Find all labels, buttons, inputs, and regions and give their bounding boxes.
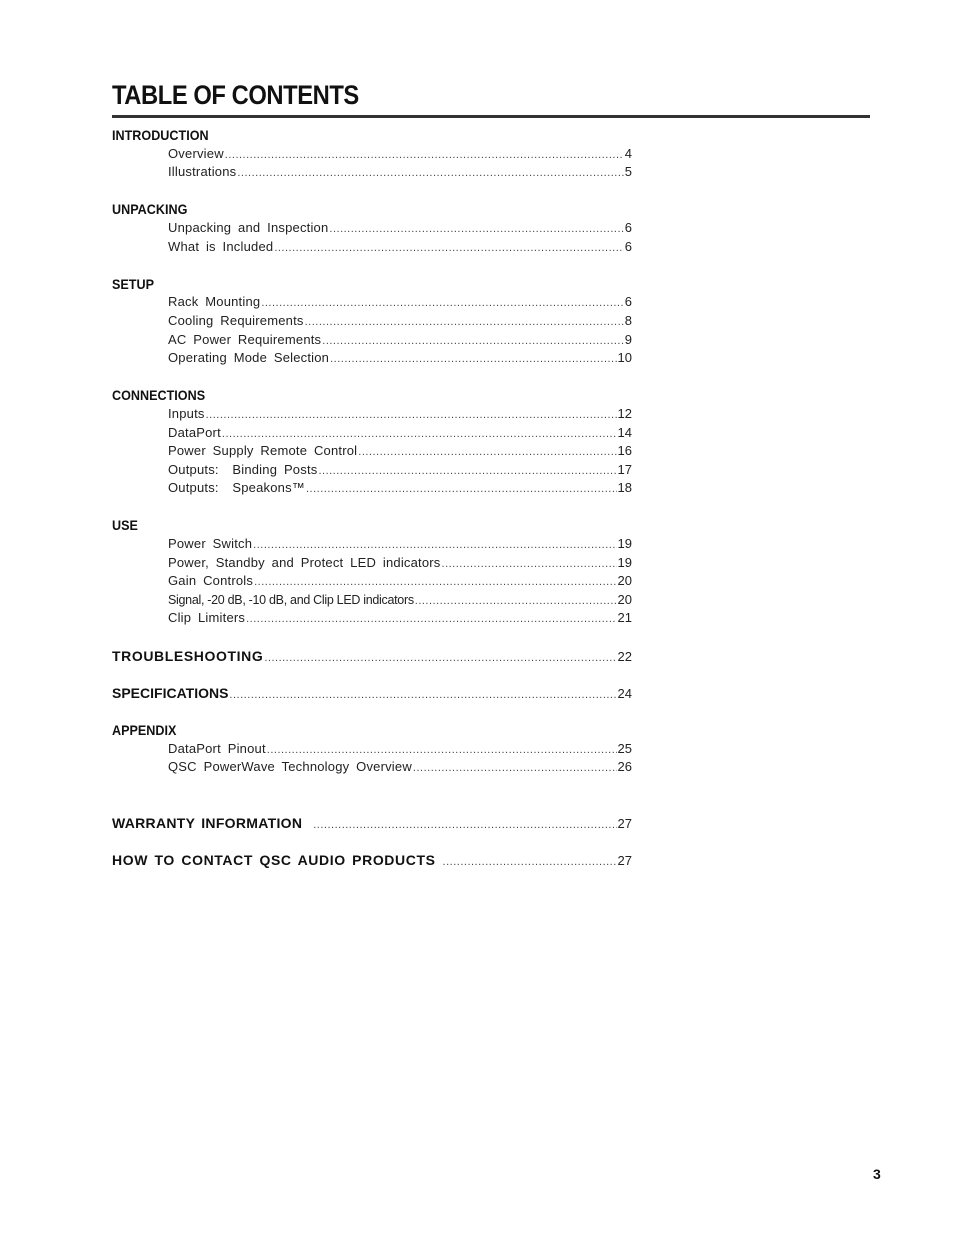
- toc-entry-powerwave-overview[interactable]: [168, 758, 632, 777]
- dot-leader: [318, 462, 616, 481]
- entry-label: HOW TO CONTACT QSC AUDIO PRODUCTS: [112, 851, 436, 868]
- entry-page: 12: [617, 405, 632, 421]
- toc-entry-speakons[interactable]: [168, 479, 632, 498]
- toc-entry-what-is-included[interactable]: [168, 238, 632, 257]
- dot-leader: [253, 536, 616, 555]
- entry-page: 26: [617, 759, 632, 775]
- entry-label: Outputs: Binding Posts: [168, 461, 318, 477]
- section-heading: UNPACKING: [112, 201, 188, 218]
- dot-leader: [225, 146, 624, 165]
- entry-page: 24: [617, 685, 632, 701]
- section-connections: [112, 386, 632, 498]
- dot-leader: [264, 649, 616, 668]
- dot-leader: [222, 425, 617, 444]
- entry-page: 8: [624, 312, 632, 328]
- entry-label: DataPort Pinout: [168, 740, 266, 756]
- entry-page: 17: [617, 461, 632, 477]
- page-title: TABLE OF CONTENTS: [112, 80, 359, 110]
- entry-label: Overview: [168, 145, 224, 161]
- entry-page: 20: [617, 573, 632, 589]
- section-heading: SETUP: [112, 275, 155, 292]
- toc-entry-contact[interactable]: [112, 851, 632, 870]
- section-unpacking: [112, 200, 632, 256]
- toc-entry-troubleshooting[interactable]: [112, 647, 632, 666]
- dot-leader: [267, 741, 617, 760]
- section-heading: USE: [112, 517, 138, 534]
- section-introduction: [112, 126, 632, 182]
- dot-leader: [330, 350, 616, 369]
- entry-page: 19: [617, 554, 632, 570]
- entry-label: Gain Controls: [168, 573, 254, 589]
- entry-label: Illustrations: [168, 164, 237, 180]
- dot-leader: [254, 573, 616, 592]
- entry-label: Signal, -20 dB, -10 dB, and Clip LED indicators: [168, 592, 414, 607]
- entry-page: 10: [617, 350, 632, 366]
- toc-entry-overview[interactable]: [168, 145, 632, 164]
- entry-page: 6: [624, 219, 632, 235]
- entry-page: 4: [624, 145, 632, 161]
- toc-entry-ac-power[interactable]: [168, 331, 632, 350]
- entry-label: Rack Mounting: [168, 294, 261, 310]
- toc-entry-power-supply-remote[interactable]: [168, 442, 632, 461]
- dot-leader: [261, 294, 623, 313]
- dot-leader: [358, 443, 616, 462]
- entry-label: Operating Mode Selection: [168, 350, 330, 366]
- page-number: 3: [873, 1166, 881, 1182]
- toc-entry-led-indicators[interactable]: [168, 554, 632, 573]
- entry-label: SPECIFICATIONS: [112, 684, 229, 701]
- toc-entry-rack-mounting[interactable]: [168, 293, 632, 312]
- entry-label: Inputs: [168, 405, 205, 421]
- entry-label: DataPort: [168, 424, 221, 440]
- entry-page: 20: [617, 591, 632, 607]
- dot-leader: [322, 332, 624, 351]
- dot-leader: [246, 610, 616, 629]
- toc-entry-warranty[interactable]: [112, 814, 632, 833]
- entry-page: 27: [617, 815, 632, 831]
- entry-label: Power, Standby and Protect LED indicators: [168, 554, 441, 570]
- entry-label: Power Supply Remote Control: [168, 443, 358, 459]
- section-heading: APPENDIX: [112, 722, 177, 738]
- toc-entry-specifications[interactable]: [112, 684, 632, 703]
- entry-page: 6: [624, 294, 632, 310]
- entry-page: 25: [617, 740, 632, 756]
- title-divider: [112, 115, 870, 118]
- dot-leader: [206, 406, 617, 425]
- toc-entry-operating-mode[interactable]: [168, 349, 632, 368]
- entry-label: Cooling Requirements: [168, 312, 304, 328]
- section-setup: [112, 275, 632, 368]
- dot-leader: [413, 759, 617, 778]
- section-heading: INTRODUCTION: [112, 127, 209, 143]
- entry-label: Power Switch: [168, 536, 253, 552]
- section-use: [112, 516, 632, 628]
- dot-leader: [229, 686, 616, 705]
- dot-leader: [443, 853, 617, 872]
- entry-page: 19: [617, 536, 632, 552]
- toc-entry-illustrations[interactable]: [168, 163, 632, 182]
- entry-label: Clip Limiters: [168, 610, 246, 626]
- toc-entry-unpacking-inspection[interactable]: [168, 219, 632, 238]
- dot-leader: [313, 816, 616, 835]
- entry-label: AC Power Requirements: [168, 331, 322, 347]
- dot-leader: [329, 220, 623, 239]
- section-heading: CONNECTIONS: [112, 387, 206, 404]
- toc-entry-gain-controls[interactable]: [168, 572, 632, 591]
- table-of-contents: [112, 126, 632, 870]
- toc-entry-dataport-pinout[interactable]: [168, 740, 632, 759]
- entry-label: QSC PowerWave Technology Overview: [168, 759, 412, 775]
- dot-leader: [415, 592, 617, 611]
- dot-leader: [305, 313, 624, 332]
- entry-page: 18: [617, 480, 632, 496]
- toc-entry-dataport[interactable]: [168, 424, 632, 443]
- toc-entry-power-switch[interactable]: [168, 535, 632, 554]
- entry-page: 9: [624, 331, 632, 347]
- entry-page: 14: [617, 424, 632, 440]
- toc-entry-binding-posts[interactable]: [168, 461, 632, 480]
- dot-leader: [237, 164, 623, 183]
- dot-leader: [306, 480, 617, 499]
- entry-label: Unpacking and Inspection: [168, 219, 329, 235]
- entry-label: WARRANTY INFORMATION: [112, 814, 303, 831]
- entry-page: 22: [617, 648, 632, 664]
- entry-label: TROUBLESHOOTING: [112, 647, 264, 664]
- dot-leader: [274, 239, 623, 258]
- entry-page: 16: [617, 443, 632, 459]
- entry-label: What is Included: [168, 238, 274, 254]
- entry-page: 21: [617, 610, 632, 626]
- entry-page: 6: [624, 238, 632, 254]
- toc-entry-signal-clip-leds[interactable]: [168, 591, 632, 610]
- dot-leader: [442, 555, 617, 574]
- toc-entry-clip-limiters[interactable]: [168, 609, 632, 628]
- toc-entry-cooling-requirements[interactable]: [168, 312, 632, 331]
- toc-entry-inputs[interactable]: [168, 405, 632, 424]
- entry-page: 5: [624, 164, 632, 180]
- entry-label: Outputs: Speakons™: [168, 480, 305, 496]
- section-appendix: [112, 721, 632, 777]
- entry-page: 27: [617, 852, 632, 868]
